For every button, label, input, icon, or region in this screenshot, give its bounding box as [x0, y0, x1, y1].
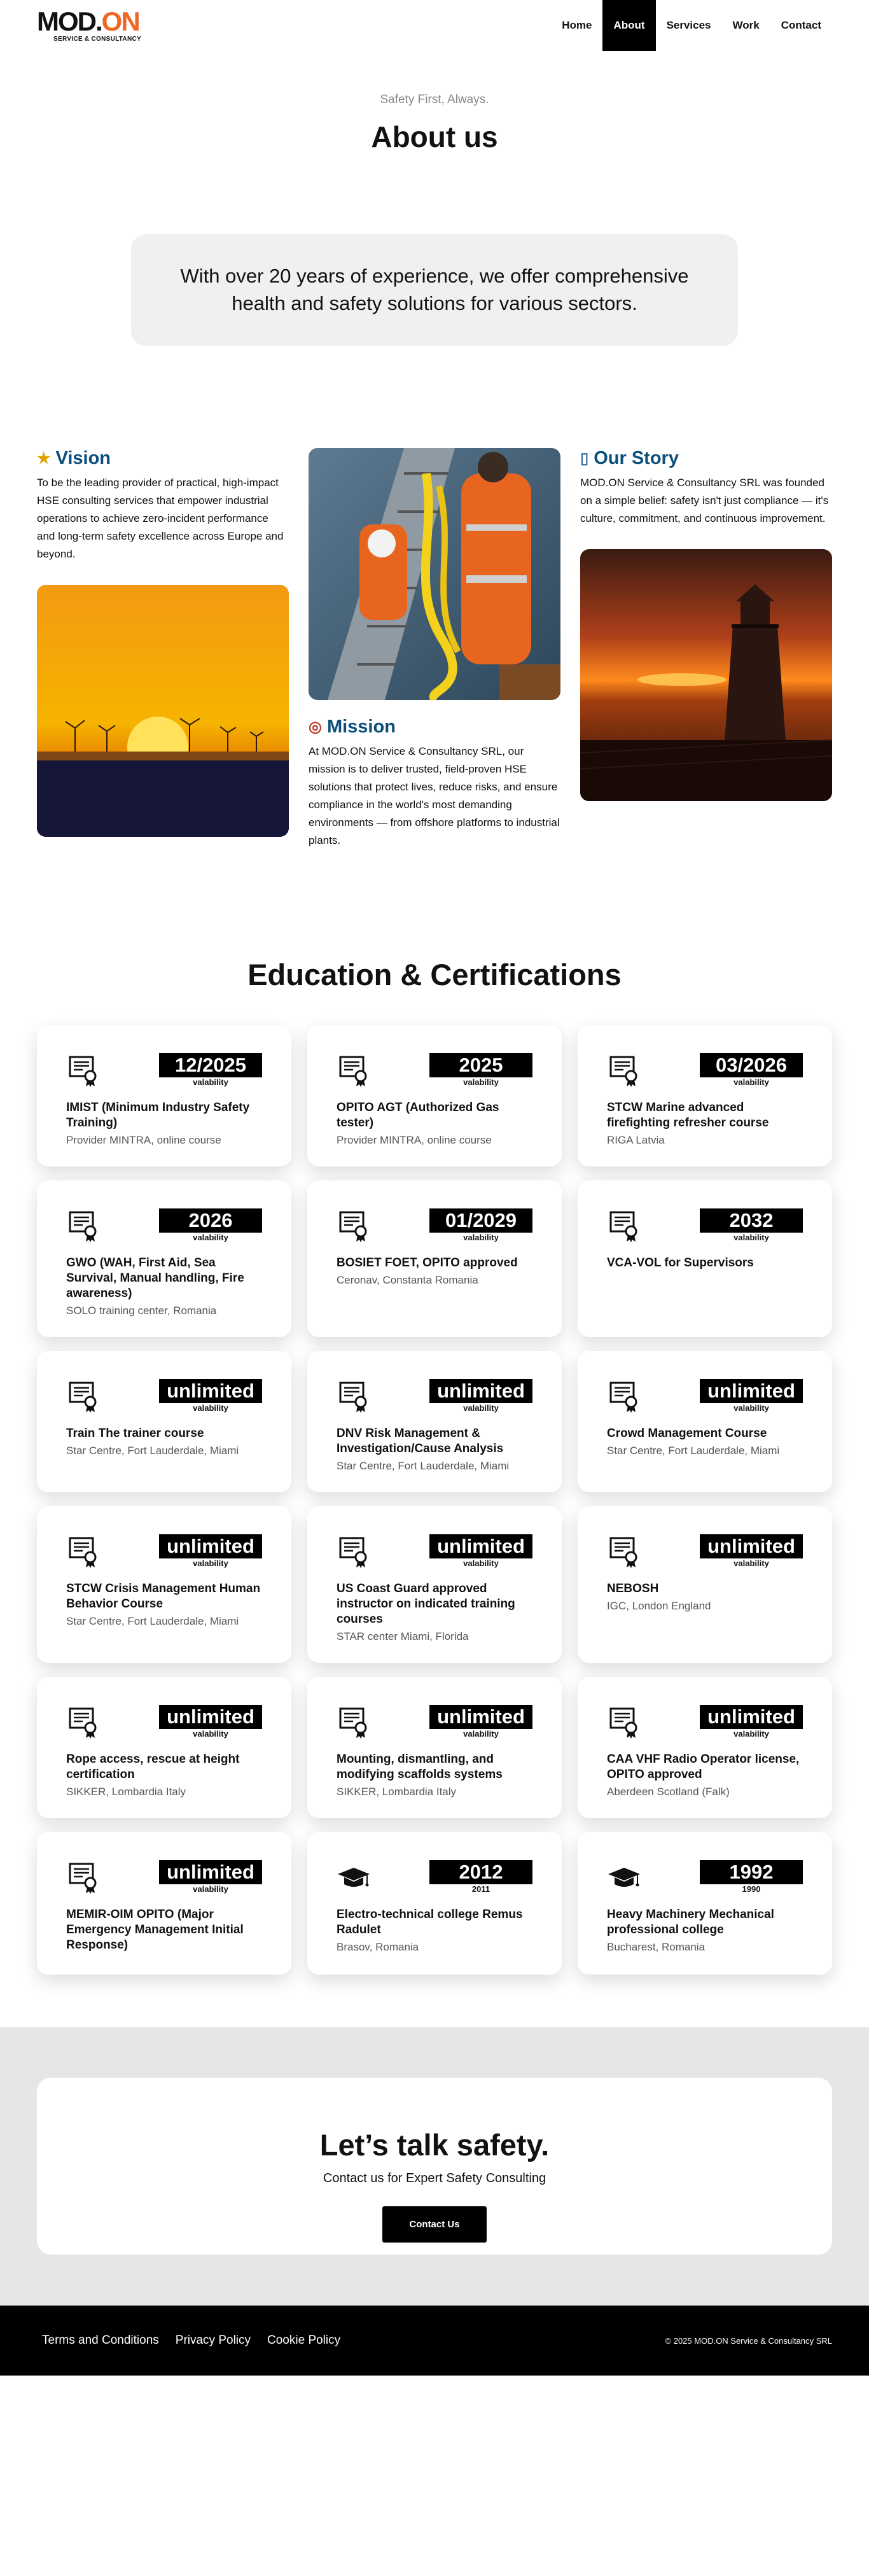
- validity-label: valability: [733, 1403, 769, 1413]
- certification-card: [578, 1832, 832, 1975]
- main-nav: [551, 0, 832, 51]
- card-top: [66, 1705, 262, 1739]
- story-column: [580, 448, 832, 862]
- card-top: [607, 1379, 803, 1413]
- certification-title: US Coast Guard approved instructor on indicated training courses: [337, 1582, 515, 1626]
- validity-label: valability: [733, 1729, 769, 1739]
- intro-box: [131, 234, 738, 346]
- certification-card: [307, 1180, 562, 1337]
- certification-title: Train The trainer course: [66, 1427, 204, 1440]
- certification-title: Rope access, rescue at height certification: [66, 1753, 240, 1781]
- certification-provider: Star Centre, Fort Lauderdale, Miami: [607, 1445, 780, 1457]
- card-top: [337, 1053, 532, 1088]
- validity-badge: [429, 1053, 532, 1088]
- validity-label: valability: [463, 1077, 499, 1087]
- certification-card: [37, 1351, 291, 1492]
- story-heading: [580, 448, 832, 469]
- open-book-icon: ▯: [580, 450, 589, 467]
- certification-card: [37, 1832, 291, 1975]
- certification-provider: STAR center Miami, Florida: [337, 1630, 469, 1642]
- footer-links: [42, 2334, 340, 2348]
- site-footer: [0, 2306, 869, 2376]
- card-top: [607, 1053, 803, 1088]
- certificate-icon: [607, 1053, 641, 1088]
- validity-value: 1992: [700, 1860, 803, 1884]
- card-top: [337, 1208, 532, 1243]
- mission-column: [309, 448, 560, 862]
- graduation-cap-icon: [607, 1860, 641, 1894]
- validity-badge: [159, 1379, 262, 1413]
- validity-value: 2012: [429, 1860, 532, 1884]
- certificate-icon: [66, 1860, 101, 1894]
- validity-badge: [429, 1379, 532, 1413]
- tagline: Safety First, Always.: [380, 93, 489, 106]
- validity-label: valability: [193, 1558, 228, 1568]
- nav-work[interactable]: Work: [732, 19, 760, 31]
- validity-badge: [700, 1208, 803, 1243]
- certification-title: Crowd Management Course: [607, 1427, 767, 1440]
- certificate-icon: [337, 1534, 371, 1569]
- target-icon: ◎: [309, 718, 322, 736]
- certification-provider: SIKKER, Lombardia Italy: [66, 1786, 186, 1798]
- certification-card: [307, 1351, 562, 1492]
- privacy-link[interactable]: Privacy Policy: [175, 2334, 251, 2347]
- certifications-grid: [0, 1025, 869, 1975]
- logo-mod: MOD.: [37, 6, 102, 36]
- about-columns: [0, 448, 869, 862]
- certificate-icon: [66, 1705, 101, 1739]
- certification-title: GWO (WAH, First Aid, Sea Survival, Manual handling, Fire awareness): [66, 1256, 244, 1300]
- validity-badge: [700, 1379, 803, 1413]
- validity-badge: [429, 1534, 532, 1569]
- certification-provider: IGC, London England: [607, 1600, 711, 1612]
- card-top: [337, 1534, 532, 1569]
- copyright: © 2025 MOD.ON Service & Consultancy SRL: [665, 2335, 832, 2346]
- certification-card: [307, 1677, 562, 1818]
- certification-card: [37, 1180, 291, 1337]
- site-header: [0, 0, 869, 51]
- validity-value: 01/2029: [429, 1208, 532, 1233]
- certificate-icon: [337, 1379, 371, 1413]
- validity-badge: [159, 1053, 262, 1088]
- card-top: [337, 1379, 532, 1413]
- validity-value: unlimited: [159, 1705, 262, 1729]
- validity-badge: [700, 1053, 803, 1088]
- validity-value: unlimited: [159, 1379, 262, 1403]
- validity-badge: [700, 1860, 803, 1894]
- certification-provider: Star Centre, Fort Lauderdale, Miami: [66, 1445, 239, 1457]
- certification-title: VCA-VOL for Supervisors: [607, 1256, 754, 1270]
- validity-label: valability: [193, 1403, 228, 1413]
- card-top: [607, 1534, 803, 1569]
- certificate-icon: [66, 1379, 101, 1413]
- validity-badge: [159, 1208, 262, 1243]
- validity-label: valability: [193, 1884, 228, 1894]
- mission-text: At MOD.ON Service & Consultancy SRL, our mission is to deliver trusted, field-proven HSE solutions that protect lives, reduce risks, and ensure compliance in the world's most demanding environments — from offshore platforms to industrial plants.: [309, 745, 560, 846]
- certification-title: STCW Crisis Management Human Behavior Course: [66, 1582, 261, 1611]
- certification-card: [37, 1025, 291, 1166]
- vision-heading: [37, 448, 289, 469]
- nav-services[interactable]: Services: [666, 19, 711, 31]
- validity-value: unlimited: [159, 1534, 262, 1558]
- validity-badge: [429, 1860, 532, 1894]
- logo-subtitle: SERVICE & CONSULTANCY: [53, 36, 141, 43]
- card-top: [337, 1860, 532, 1894]
- card-top: [337, 1705, 532, 1739]
- certification-card: [578, 1180, 832, 1337]
- card-top: [66, 1534, 262, 1569]
- card-top: [607, 1860, 803, 1894]
- vision-column: [37, 448, 289, 862]
- page-title: About us: [371, 120, 498, 153]
- validity-label: valability: [733, 1077, 769, 1087]
- certification-card: [307, 1832, 562, 1975]
- certification-title: Electro-technical college Remus Radulet: [337, 1908, 523, 1936]
- validity-value: unlimited: [159, 1860, 262, 1884]
- certification-card: [578, 1677, 832, 1818]
- offshore-worker-photo: [309, 448, 560, 700]
- certification-provider: Star Centre, Fort Lauderdale, Miami: [337, 1460, 510, 1472]
- certification-provider: Bucharest, Romania: [607, 1941, 706, 1953]
- card-top: [66, 1860, 262, 1894]
- contact-card: [37, 2078, 832, 2255]
- logo-on: ON: [101, 6, 139, 36]
- validity-value: unlimited: [700, 1379, 803, 1403]
- validity-value: 2026: [159, 1208, 262, 1233]
- certificate-icon: [66, 1053, 101, 1088]
- vision-title: Vision: [55, 448, 111, 468]
- story-text: MOD.ON Service & Consultancy SRL was founded on a simple belief: safety isn't just compliance — it's culture, commitment, and continuous improvement.: [580, 477, 829, 524]
- validity-value: unlimited: [429, 1705, 532, 1729]
- validity-label: valability: [733, 1233, 769, 1242]
- certification-provider: Provider MINTRA, online course: [66, 1134, 221, 1146]
- certification-card: [307, 1506, 562, 1663]
- graduation-cap-icon: [337, 1860, 371, 1894]
- logo-wordmark: [37, 8, 141, 35]
- certificate-icon: [66, 1208, 101, 1243]
- certification-card: [578, 1025, 832, 1166]
- validity-value: unlimited: [429, 1379, 532, 1403]
- terms-link[interactable]: Terms and Conditions: [42, 2334, 159, 2347]
- mission-heading: [309, 717, 560, 738]
- validity-value: unlimited: [700, 1534, 803, 1558]
- validity-badge: [429, 1208, 532, 1243]
- wind-farm-sunset-photo: [37, 585, 289, 837]
- certification-provider: Star Centre, Fort Lauderdale, Miami: [66, 1615, 239, 1627]
- card-top: [66, 1053, 262, 1088]
- mission-title: Mission: [326, 717, 396, 737]
- validity-label: valability: [463, 1558, 499, 1568]
- contact-title: Let’s talk safety.: [319, 2128, 550, 2162]
- certification-provider: Provider MINTRA, online course: [337, 1134, 492, 1146]
- certification-title: IMIST (Minimum Industry Safety Training): [66, 1101, 250, 1130]
- validity-badge: [159, 1534, 262, 1569]
- certification-title: STCW Marine advanced firefighting refresher course: [607, 1101, 769, 1130]
- lighthouse-sunset-photo: [580, 549, 832, 801]
- validity-label: valability: [463, 1233, 499, 1242]
- certificate-icon: [607, 1705, 641, 1739]
- contact-subtitle: Contact us for Expert Safety Consulting: [323, 2171, 546, 2185]
- star-icon: ★: [37, 450, 51, 467]
- certification-card: [307, 1025, 562, 1166]
- logo[interactable]: [37, 8, 141, 43]
- card-top: [607, 1208, 803, 1243]
- validity-label: valability: [463, 1729, 499, 1739]
- certification-title: OPITO AGT (Authorized Gas tester): [337, 1101, 499, 1130]
- certification-card: [578, 1506, 832, 1663]
- vision-text: To be the leading provider of practical, high-impact HSE consulting services that empower industrial operations to achieve zero-incident performance and long-term safety excellence across Europe and beyond.: [37, 477, 284, 560]
- validity-value: unlimited: [700, 1705, 803, 1729]
- hero-section: [0, 93, 869, 346]
- certification-title: MEMIR-OIM OPITO (Major Emergency Management Initial Response): [66, 1908, 244, 1952]
- validity-label: valability: [193, 1233, 228, 1242]
- certificate-icon: [607, 1379, 641, 1413]
- certification-provider: Aberdeen Scotland (Falk): [607, 1786, 730, 1798]
- certification-title: DNV Risk Management & Investigation/Cause Analysis: [337, 1427, 504, 1455]
- certificate-icon: [66, 1534, 101, 1569]
- validity-value: 12/2025: [159, 1053, 262, 1077]
- certificate-icon: [337, 1053, 371, 1088]
- certification-provider: Brasov, Romania: [337, 1941, 419, 1953]
- certification-title: Mounting, dismantling, and modifying scaffolds systems: [337, 1753, 503, 1781]
- certificate-icon: [607, 1534, 641, 1569]
- validity-badge: [700, 1534, 803, 1569]
- certificate-icon: [337, 1208, 371, 1243]
- validity-label: valability: [733, 1558, 769, 1568]
- card-top: [66, 1208, 262, 1243]
- certification-provider: Ceronav, Constanta Romania: [337, 1274, 478, 1286]
- validity-badge: [159, 1860, 262, 1894]
- certificate-icon: [607, 1208, 641, 1243]
- validity-value: unlimited: [429, 1534, 532, 1558]
- certification-title: NEBOSH: [607, 1582, 659, 1595]
- certification-title: BOSIET FOET, OPITO approved: [337, 1256, 518, 1270]
- contact-section: [0, 2027, 869, 2306]
- certifications-section: [0, 957, 869, 1975]
- validity-badge: [429, 1705, 532, 1739]
- card-top: [66, 1379, 262, 1413]
- nav-contact[interactable]: Contact: [781, 19, 821, 31]
- cookie-link[interactable]: Cookie Policy: [267, 2334, 341, 2347]
- certification-title: CAA VHF Radio Operator license, OPITO approved: [607, 1753, 800, 1781]
- intro-text: With over 20 years of experience, we offer comprehensive health and safety solutions for various sectors.: [180, 265, 689, 314]
- validity-label: valability: [463, 1403, 499, 1413]
- certificate-icon: [337, 1705, 371, 1739]
- validity-label: valability: [193, 1729, 228, 1739]
- validity-label: valability: [193, 1077, 228, 1087]
- validity-badge: [159, 1705, 262, 1739]
- certifications-title: Education & Certifications: [247, 958, 622, 991]
- validity-label: 2011: [471, 1884, 490, 1894]
- certification-card: [578, 1351, 832, 1492]
- certification-title: Heavy Machinery Mechanical professional college: [607, 1908, 774, 1936]
- validity-value: 2025: [429, 1053, 532, 1077]
- nav-home[interactable]: Home: [562, 19, 592, 31]
- certification-card: [37, 1506, 291, 1663]
- validity-badge: [700, 1705, 803, 1739]
- validity-value: 2032: [700, 1208, 803, 1233]
- validity-label: 1990: [742, 1884, 761, 1894]
- card-top: [607, 1705, 803, 1739]
- certification-card: [37, 1677, 291, 1818]
- contact-us-button[interactable]: Contact Us: [382, 2206, 486, 2243]
- certification-provider: RIGA Latvia: [607, 1134, 665, 1146]
- story-title: Our Story: [594, 448, 679, 468]
- nav-about[interactable]: About: [602, 0, 655, 51]
- validity-value: 03/2026: [700, 1053, 803, 1077]
- certification-provider: SOLO training center, Romania: [66, 1305, 217, 1317]
- certification-provider: SIKKER, Lombardia Italy: [337, 1786, 457, 1798]
